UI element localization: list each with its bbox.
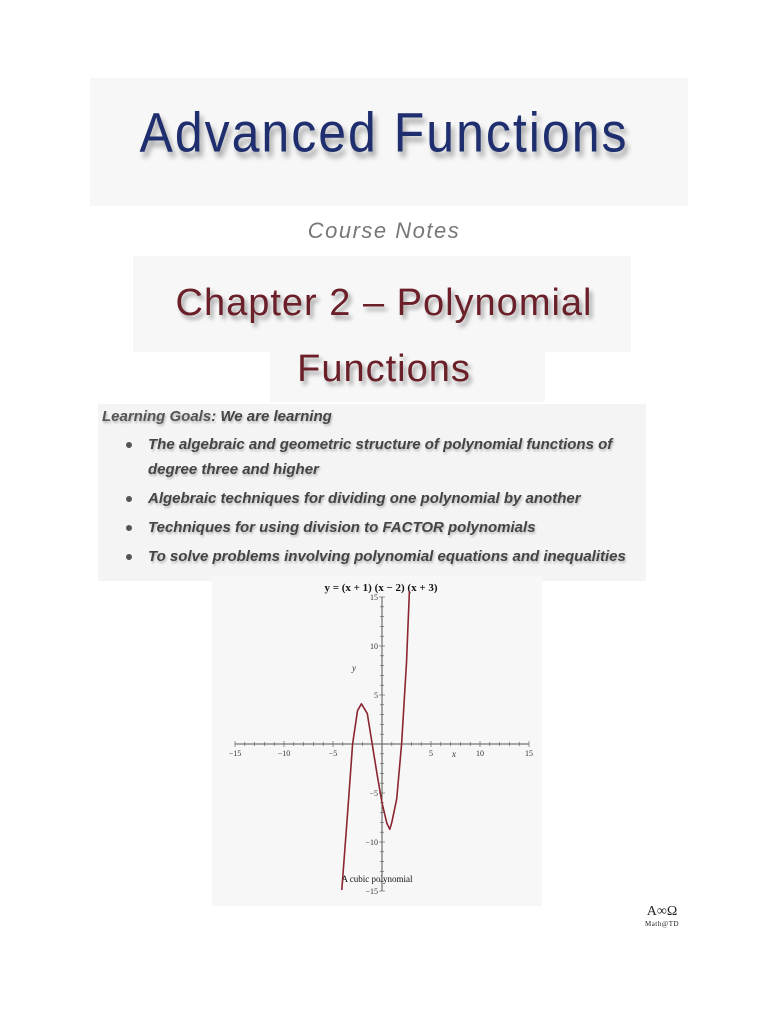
y-tick-label: 10 — [370, 642, 378, 651]
y-tick-label: 5 — [374, 691, 378, 700]
chapter-title-line1: Chapter 2 – Polynomial — [175, 282, 593, 324]
chart-svg — [212, 576, 542, 906]
y-tick-label: 15 — [370, 593, 378, 602]
x-tick-label: −10 — [277, 749, 291, 758]
list-item: The algebraic and geometric structure of polynomial functions of degree three and higher — [148, 432, 642, 482]
x-axis-label: x — [452, 749, 456, 759]
learning-goals-list — [102, 432, 642, 569]
logo-symbol: A∞Ω — [646, 904, 678, 919]
chart-caption: A cubic polynomial — [341, 874, 413, 884]
learning-goals-heading — [102, 406, 642, 428]
learning-goals-intro: : We are learning — [211, 408, 332, 425]
learning-goals-label: Learning Goals — [102, 408, 212, 425]
y-tick-label: −5 — [369, 789, 378, 798]
math-td-logo — [632, 904, 692, 928]
cubic-graph — [212, 576, 542, 906]
y-axis-label: y — [352, 663, 356, 673]
subtitle: Course Notes — [307, 218, 461, 243]
logo-text: Math@TD — [644, 920, 680, 928]
x-tick-label: −5 — [328, 749, 338, 758]
chapter-title-line2: Functions — [297, 348, 471, 390]
x-tick-label: 5 — [429, 749, 433, 758]
learning-goals — [98, 404, 646, 581]
chapter-title — [0, 270, 768, 402]
list-item: Techniques for using division to FACTOR polynomials — [148, 515, 642, 540]
x-tick-label: 15 — [525, 749, 533, 758]
y-tick-label: −10 — [365, 838, 378, 847]
chart-title: y = (x + 1) (x − 2) (x + 3) — [324, 582, 438, 594]
list-item: To solve problems involving polynomial equations and inequalities — [148, 544, 642, 569]
y-tick-label: −15 — [365, 887, 378, 896]
x-tick-label: −15 — [228, 749, 242, 758]
page-title: Advanced Functions — [139, 101, 629, 164]
list-item: Algebraic techniques for dividing one polynomial by another — [148, 486, 642, 511]
x-tick-label: 10 — [476, 749, 484, 758]
